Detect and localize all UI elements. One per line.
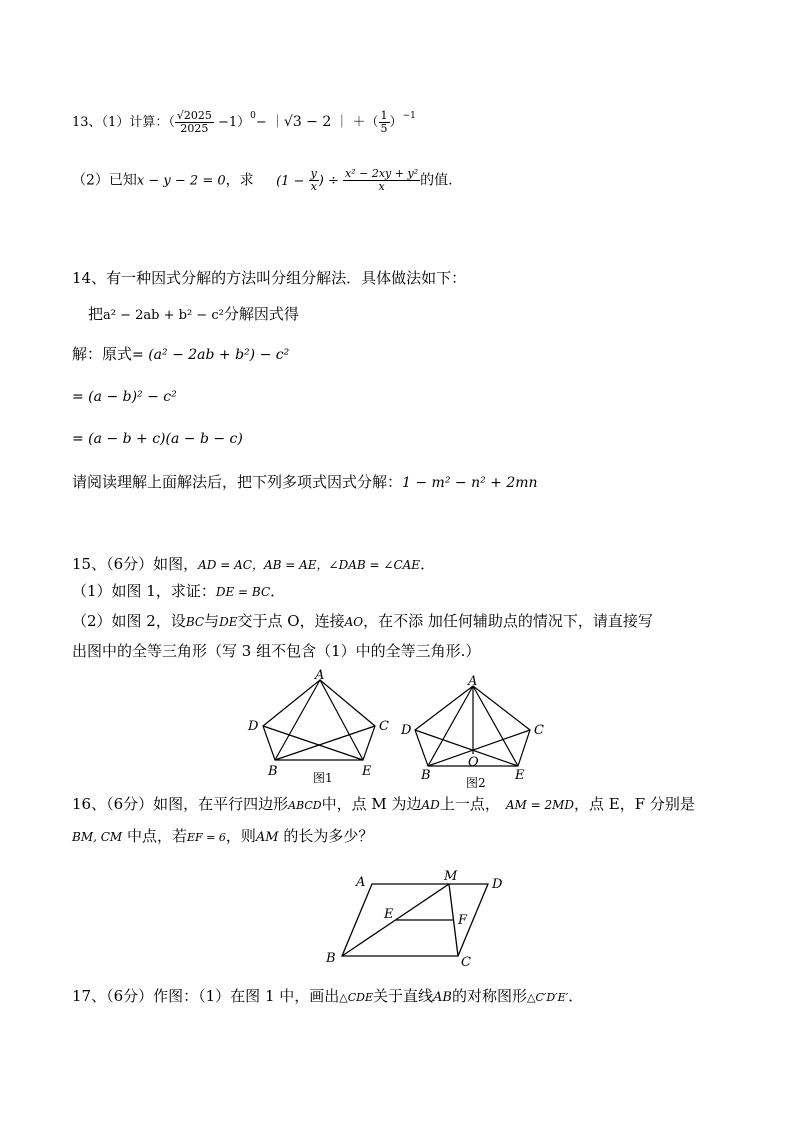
q16-line1-a: 16、（6分）如图，在平行四边形 [72, 795, 289, 813]
q15-p2-bc: BC [185, 615, 205, 629]
q14-line1-expr: a² − 2ab + b² − c² [103, 308, 224, 323]
q13-p2-expr-open: (1 − [276, 173, 309, 189]
q15-figure1 [263, 680, 375, 760]
q17-line-b: 关于直线 [373, 987, 434, 1005]
q15-p2-d: ，在不添 加任何辅助点的情况下，请直接写 [363, 612, 653, 630]
q17-line-c: 的对称图形 [451, 987, 527, 1005]
fig2-label-d: D [401, 723, 412, 738]
fig2-label-e: E [515, 768, 525, 783]
q13-p2-yx-fraction [309, 168, 319, 193]
q14-solution-1 [72, 344, 289, 365]
q14-task-text: 请阅读理解上面解法后，把下列多项式因式分解： [72, 473, 403, 491]
q16-bm-cm: BM, CM [72, 830, 123, 844]
q15-figure2 [415, 686, 530, 766]
fig1-label-a: A [315, 668, 325, 683]
q16-label-c: C [461, 955, 471, 970]
q13-p1-frac-den: 2025 [180, 122, 209, 135]
fig2-label-b: B [421, 768, 431, 783]
q17-ab: AB [433, 990, 452, 1005]
q13-p1-part3: − ｜ [255, 115, 284, 130]
q13-p1-prefix: 13、（1）计算：（ [72, 115, 175, 130]
q16-line2-b: 中点，若 [122, 827, 187, 845]
q15-p2-b: 与 [204, 612, 220, 630]
q14-sol-prefix: 解：原式 [72, 345, 133, 363]
q15-line1-condition: AD = AC，AB = AE，∠DAB = ∠CAE [198, 558, 421, 572]
q16-label-m: M [444, 869, 458, 884]
fig2-ab [428, 686, 473, 766]
q13-p1-fifth [379, 110, 390, 135]
q14-line1-prefix: 把 [88, 305, 104, 323]
q17-line [72, 986, 583, 1008]
q14-intro: 14、有一种因式分解的方法叫分组分解法．具体做法如下： [72, 269, 467, 287]
q14-task [72, 472, 538, 493]
q15-p1-expr: DE = BC [215, 585, 271, 599]
q13-p1-exp-minus1: −1 [402, 111, 416, 121]
q16-ad: AD [421, 798, 440, 812]
q13-p1-fifth-den: 5 [380, 122, 388, 135]
q14-line1-suffix: 分解因式得 [223, 305, 299, 323]
q16-abcd: ABCD [288, 799, 322, 812]
q13-p2-condition: x − y − 2 = 0 [136, 173, 226, 189]
fig1-caption: 图1 [313, 771, 333, 785]
q13-p1-fraction [175, 110, 214, 135]
q15-part2 [72, 611, 653, 632]
q16-line2 [72, 826, 373, 848]
q13-p2-prefix: （2）已知 [72, 172, 137, 189]
q16-line2-d: 的长为多少？ [278, 827, 374, 845]
q15-p2-ao: AO [344, 615, 364, 629]
q16-figure [0, 866, 794, 976]
q15-line1-prefix: 15、（6分）如图， [72, 555, 199, 573]
q14-sol-line1: = (a² − 2ab + b²) − c² [132, 347, 290, 363]
q13-p2-yx-num: y [310, 167, 317, 180]
q15-p1-prefix: （1）如图 1，求证： [72, 582, 216, 600]
q17-line-d: ． [568, 987, 584, 1005]
q16-am: AM [255, 830, 279, 845]
q13-p2-mid: ，求 [225, 172, 254, 189]
fig1-label-c: C [379, 719, 389, 734]
q13-p1-part2: −1） [213, 115, 251, 130]
q13-p1-fifth-num: 1 [380, 109, 388, 122]
q13-p2-suffix: 的值. [420, 172, 453, 189]
q17-symmetric: △C′D′E′ [526, 991, 569, 1004]
q15-p2-a: （2）如图 2，设 [72, 612, 186, 630]
q15-p1-end: ． [270, 582, 286, 600]
q13-p1-part5: ） [389, 115, 403, 130]
q13-p2-yx-den: x [310, 180, 317, 193]
q13-p2-big-fraction [343, 168, 420, 193]
fig1-label-e: E [362, 764, 372, 779]
q13-p1-frac-num: √2025 [176, 109, 212, 122]
q15-line1 [72, 554, 435, 575]
q16-ef: EF = 6 [186, 831, 226, 844]
q13-p1-exp0: 0 [250, 111, 256, 121]
fig2-label-c: C [534, 723, 544, 738]
q14-solution-3: = (a − b + c)(a − b − c) [72, 431, 243, 447]
q17-line-a: 17、（6分）作图：（1）在图 1 中，画出 [72, 987, 340, 1005]
q13-part2 [72, 168, 453, 193]
q13-p2-big-den: x [378, 180, 385, 193]
q13-p2-big-num: x² − 2xy + y² [345, 167, 419, 180]
q14-solution-2: = (a − b)² − c² [72, 389, 177, 405]
q16-line2-c: ，则 [225, 827, 256, 845]
q16-label-d: D [492, 877, 503, 892]
q16-line1-b: 中，点 M 为边 [321, 795, 422, 813]
fig1-label-b: B [268, 764, 278, 779]
fig1-label-d: D [248, 719, 259, 734]
q16-condition: AM = 2MD [505, 798, 575, 812]
fig2-label-o: O [468, 755, 479, 770]
q15-figures [0, 668, 794, 788]
q15-p2-de: DE [219, 615, 238, 629]
q16-label-f: F [458, 913, 468, 928]
q13-part1 [72, 106, 416, 135]
q15-part2-line2: 出图中的全等三角形（写 3 组不包含（1）中的全等三角形.） [72, 642, 481, 660]
q13-p2-expr-div: ) ÷ [318, 173, 344, 189]
fig1-ab [275, 680, 320, 760]
q14-task-expr: 1 − m² − n² + 2mn [402, 475, 538, 491]
q16-line1 [72, 794, 695, 816]
fig1-pentagon [263, 680, 375, 760]
q15-line1-end: ． [420, 555, 436, 573]
q16-label-e: E [384, 907, 394, 922]
fig2-label-a: A [468, 674, 478, 689]
q15-p2-c: 交于点 O，连接 [237, 612, 345, 630]
fig2-caption: 图2 [466, 776, 486, 788]
q16-label-a: A [356, 875, 366, 890]
fig2-ae [473, 686, 518, 766]
q16-line1-d: ，点 E，F 分别是 [574, 795, 695, 813]
q16-label-b: B [326, 951, 336, 966]
q13-p1-part4: ｜ ＋（ [331, 115, 379, 130]
q14-line1 [88, 304, 299, 326]
q13-p1-sqrt3: √3 − 2 [283, 114, 332, 130]
q17-cde: △CDE [339, 991, 373, 1004]
q15-part1 [72, 581, 285, 602]
q16-line1-c: 上一点， [439, 795, 500, 813]
